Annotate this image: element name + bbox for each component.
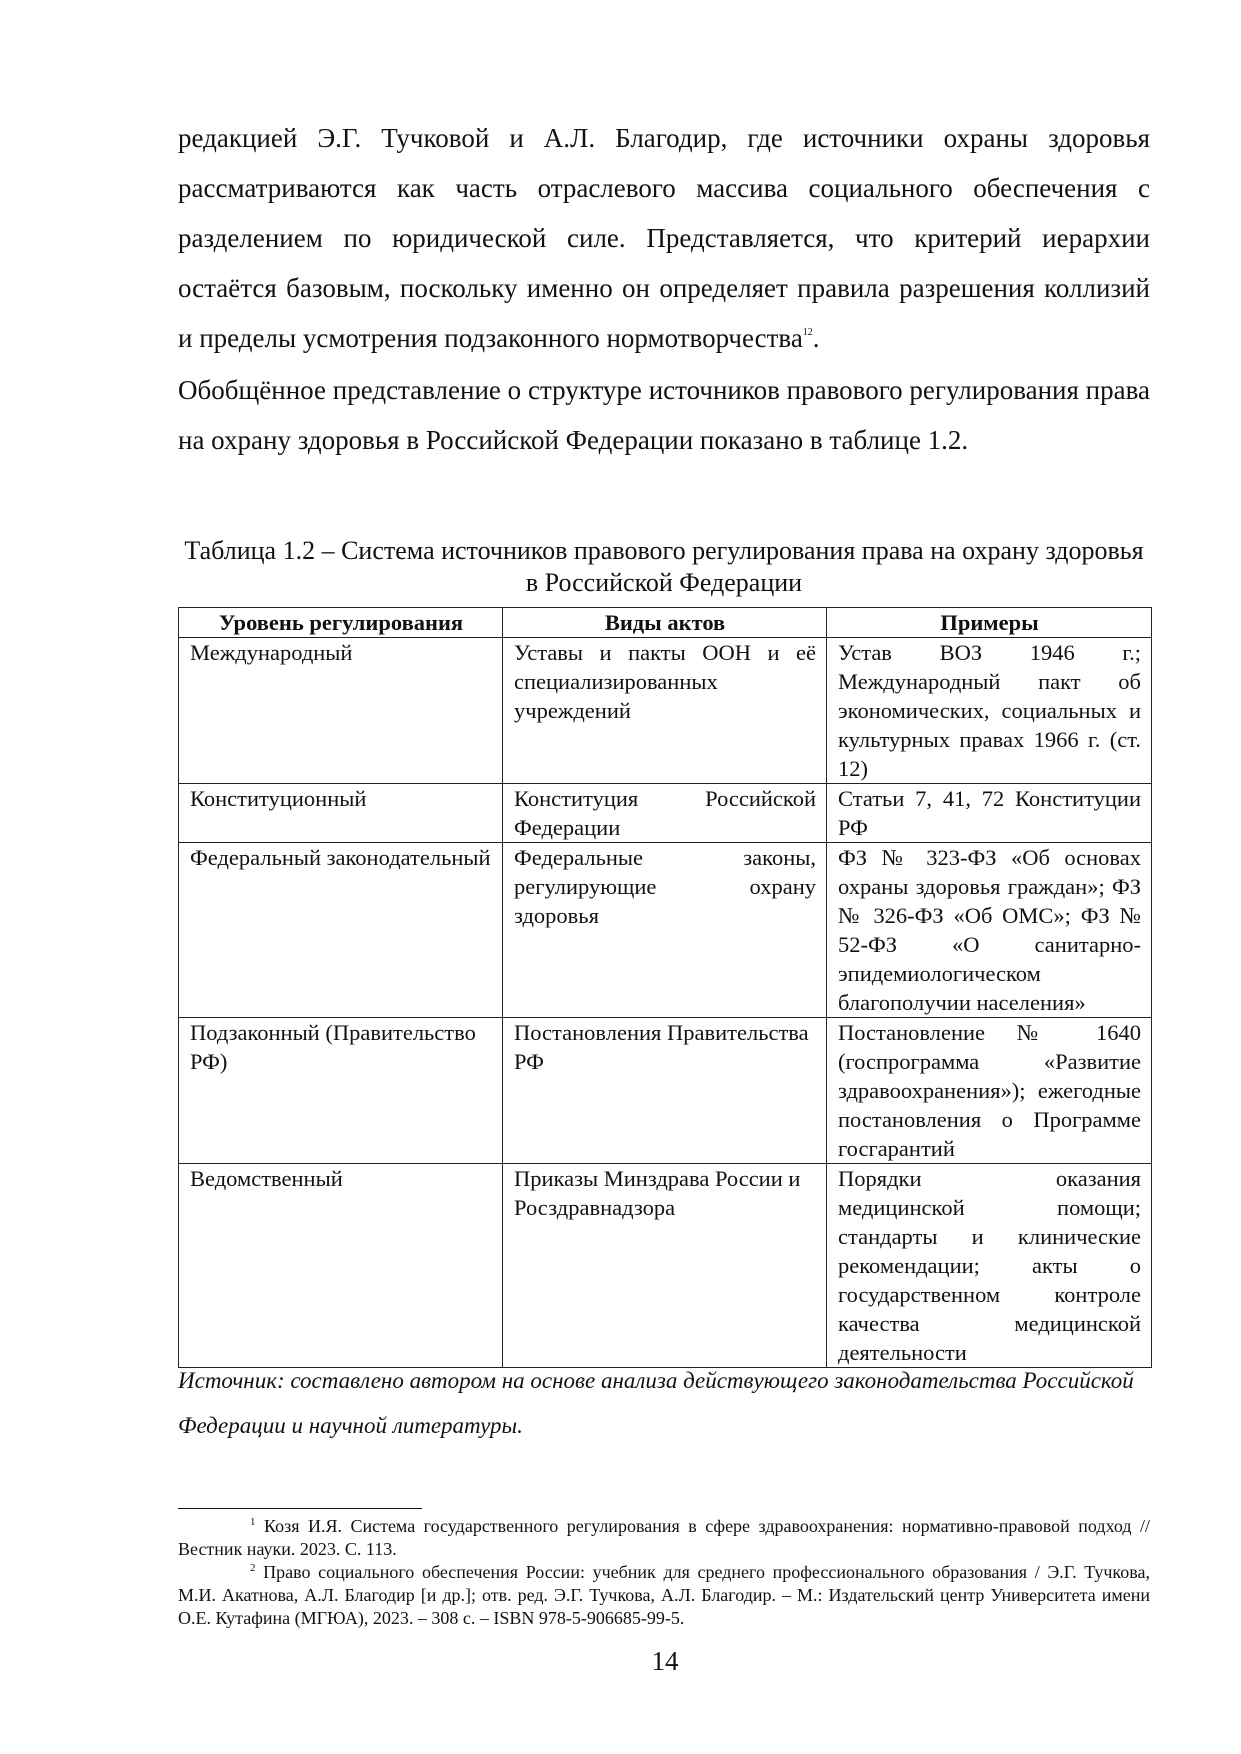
footnote-mark: 2 [250, 1562, 256, 1574]
column-header-level: Уровень регулирования [179, 608, 503, 638]
table-cell-level: Федеральный законодательный [179, 843, 503, 1018]
column-header-act-types: Виды актов [503, 608, 827, 638]
table-cell-level: Конституционный [179, 784, 503, 843]
footnote [178, 1561, 1150, 1630]
paragraph-text: редакцией Э.Г. Тучковой и А.Л. Благодир, где источники охраны здоровья рассматриваются как часть отраслевого массива социального обеспечения с разделением по юридической силе. Представляется, что критерий иерархии остаётся базовым, поскольку именно он определяет правила разрешения коллизий и пределы усмотрения подзаконного нормотворчества [178, 123, 1150, 353]
table-caption: Таблица 1.2 – Система источников правового регулирования права на охрану здоровья в Российской Федерации [184, 536, 1144, 597]
table-cell-level: Подзаконный (Правительство РФ) [179, 1018, 503, 1164]
table-row [179, 1164, 1152, 1368]
table-row [179, 843, 1152, 1018]
table-cell-act-types: Приказы Минздрава России и Росздравнадзора [503, 1164, 827, 1368]
table-row [179, 1018, 1152, 1164]
body-paragraph [178, 113, 1150, 363]
table-row [179, 784, 1152, 843]
footnote [178, 1515, 1150, 1561]
paragraph-end: . [812, 323, 820, 353]
table-cell-level: Ведомственный [179, 1164, 503, 1368]
table-cell-level: Международный [179, 638, 503, 784]
table-cell-act-types: Федеральные законы, регулирующие охрану здоровья [503, 843, 827, 1018]
footnotes [178, 1515, 1150, 1630]
table-cell-examples: Постановление № 1640 (госпрограмма «Развитие здравоохранения»); ежегодные постановления о Программе госгарантий [827, 1018, 1152, 1164]
table-cell-examples: Устав ВОЗ 1946 г.; Международный пакт об экономических, социальных и культурных правах 1966 г. (ст. 12) [827, 638, 1152, 784]
footnote-mark: 1 [250, 1516, 256, 1528]
table-cell-act-types: Конституция Российской Федерации [503, 784, 827, 843]
table-cell-examples: ФЗ № 323-ФЗ «Об основах охраны здоровья граждан»; ФЗ № 326-ФЗ «Об ОМС»; ФЗ № 52-ФЗ «О санитарно-эпидемиологическом благополучии населения» [827, 843, 1152, 1018]
footnote-text: Козя И.Я. Система государственного регулирования в сфере здравоохранения: нормативно-правовой подход // Вестник науки. 2023. С. 113. [178, 1516, 1151, 1559]
table-cell-examples: Статьи 7, 41, 72 Конституции РФ [827, 784, 1152, 843]
body-paragraph: Обобщённое представление о структуре источников правового регулирования права на охрану здоровья в Российской Федерации показано в таблице 1.2. [178, 375, 1150, 455]
table-row [179, 638, 1152, 784]
table-header-row [179, 608, 1152, 638]
table-source-note: Источник: составлено автором на основе анализа действующего законодательства Российской Федерации и научной литературы. [178, 1368, 1134, 1438]
table-cell-examples: Порядки оказания медицинской помощи; стандарты и клинические рекомендации; акты о государственном контроле качества медицинской деятельности [827, 1164, 1152, 1368]
table-cell-act-types: Уставы и пакты ООН и её специализированных учреждений [503, 638, 827, 784]
page-number: 14 [651, 1646, 679, 1676]
sources-table [178, 607, 1152, 1368]
table-cell-act-types: Постановления Правительства РФ [503, 1018, 827, 1164]
footnote-reference[interactable]: 12 [802, 327, 813, 338]
footnote-separator [178, 1508, 422, 1509]
footnote-text: Право социального обеспечения России: учебник для среднего профессионального образования / Э.Г. Тучкова, М.И. Акатнова, А.Л. Благодир [и др.]; отв. ред. Э.Г. Тучкова, А.Л. Благодир. – М.: Издательский центр Университета имени О.Е. Кутафина (МГЮА), 2023. – 308 с. – ISBN 978-5-906685-99-5. [178, 1562, 1150, 1628]
column-header-examples: Примеры [827, 608, 1152, 638]
